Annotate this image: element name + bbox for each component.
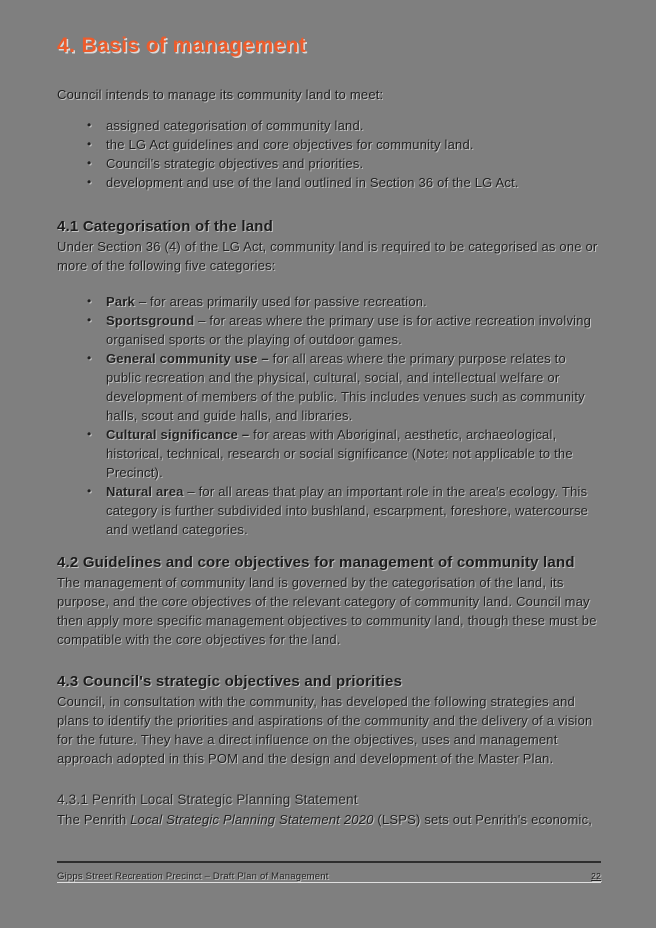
body-text-segment: (LSPS) sets out Penrith's economic, bbox=[373, 812, 593, 827]
list-item: • assigned categorisation of community land. bbox=[85, 116, 600, 135]
section-431-heading: 4.3.1 Penrith Local Strategic Planning Statement bbox=[57, 792, 358, 807]
list-item: • development and use of the land outlined in Section 36 of the LG Act. bbox=[85, 173, 600, 192]
section-43-body: Council, in consultation with the community, has developed the following strategies and plans to identify the priorities and aspirations of the community and the delivery of a vision for the future. They have a direct influence on the objectives, uses and management approach adopted in this POM and the design and development of the Master Plan. bbox=[57, 694, 593, 766]
section-42-body: The management of community land is governed by the categorisation of the land, its purpose, and the core objectives of the relevant category of community land. Council may then apply more specific management objectives to community land, though these must be compatible with the core objectives for the land. bbox=[57, 575, 597, 647]
list-item: • Council's strategic objectives and priorities. bbox=[85, 154, 600, 173]
list-item bbox=[85, 425, 600, 482]
section-42-heading: 4.2 Guidelines and core objectives for management of community land bbox=[57, 554, 575, 571]
section-43-heading: 4.3 Council's strategic objectives and priorities bbox=[57, 673, 403, 690]
list-item: • the LG Act guidelines and core objectives for community land. bbox=[85, 135, 600, 154]
bullet-term: General community use – bbox=[106, 351, 269, 366]
intro-bullet-list bbox=[85, 116, 600, 192]
footer-row bbox=[57, 863, 601, 882]
list-item bbox=[85, 349, 600, 425]
footer-document-title: Gipps Street Recreation Precinct – Draft Plan of Management bbox=[57, 871, 329, 882]
bullet-text: for all areas where the primary purpose relates to public recreation and the physical, cultural, social, and intellectual welfare or development of members of the public. This includes venues such as community halls, scout and guide halls, and libraries. bbox=[106, 351, 585, 423]
document-reference-italic: Local Strategic Planning Statement 2020 bbox=[130, 812, 374, 827]
bullet-text: – for areas primarily used for passive recreation. bbox=[138, 294, 427, 309]
chapter-title: 4. Basis of management bbox=[57, 34, 307, 57]
list-item bbox=[85, 292, 600, 311]
bullet-term: Natural area bbox=[106, 484, 184, 499]
category-bullet-list bbox=[85, 292, 600, 539]
section-431-body bbox=[57, 810, 600, 829]
bullet-text: – for all areas that play an important role in the area's ecology. This category is further subdivided into bushland, escarpment, foreshore, watercourse and wetland categories. bbox=[106, 484, 589, 537]
section-41-body: Under Section 36 (4) of the LG Act, community land is required to be categorised as one or more of the following five categories: bbox=[57, 239, 598, 273]
body-text-segment: The Penrith bbox=[57, 812, 131, 827]
page-footer bbox=[57, 861, 601, 882]
bullet-term: Cultural significance – bbox=[106, 427, 250, 442]
bullet-text: – for areas where the primary use is for active recreation involving organised sports or the playing of outdoor games. bbox=[106, 313, 592, 347]
page-content bbox=[57, 34, 600, 829]
bullet-text: for areas with Aboriginal, aesthetic, archaeological, historical, technical, research or social significance (Note: not applicable to the Precinct). bbox=[106, 427, 573, 480]
list-item bbox=[85, 482, 600, 539]
section-41-heading: 4.1 Categorisation of the land bbox=[57, 218, 274, 235]
intro-paragraph: Council intends to manage its community land to meet: bbox=[57, 87, 384, 102]
list-item bbox=[85, 311, 600, 349]
bullet-term: Sportsground bbox=[106, 313, 195, 328]
bullet-term: Park bbox=[106, 294, 135, 309]
page-number: 22 bbox=[591, 871, 601, 881]
